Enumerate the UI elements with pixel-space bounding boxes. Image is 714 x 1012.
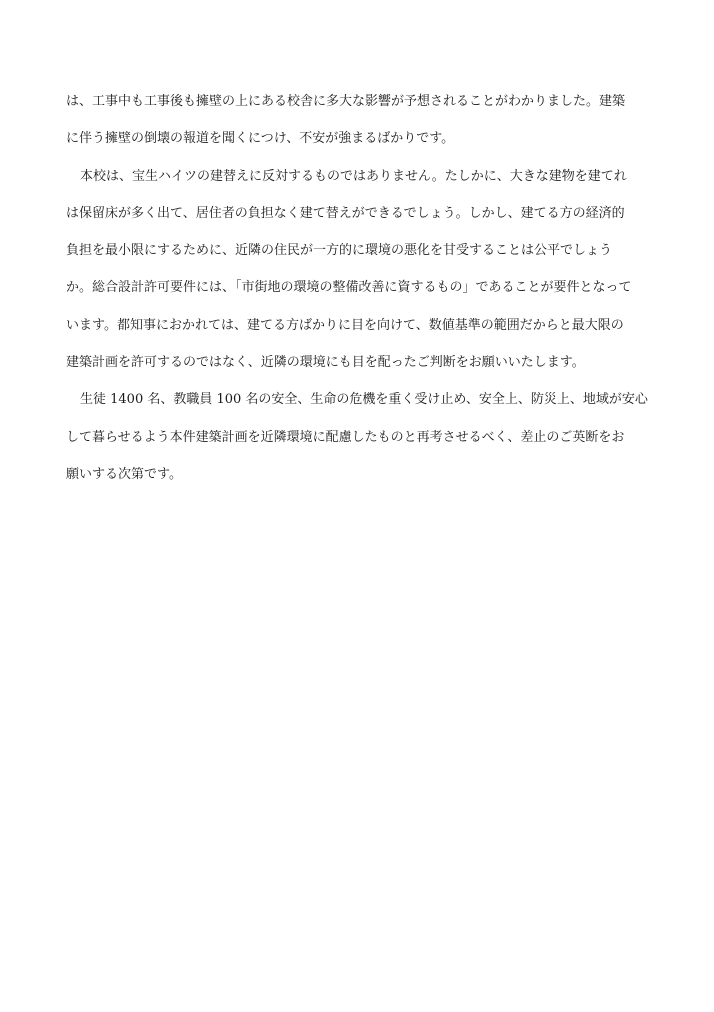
text-line: 願いする次第です。 [66,466,182,482]
text-line: は、工事中も工事後も擁壁の上にある校舎に多大な影響が予想されることがわかりました。建築 [66,94,626,109]
text-line: に伴う擁壁の倒壊の報道を聞くにつけ、不安が強まるばかりです。 [66,131,455,147]
text-line: か。総合設計許可要件には、「市街地の環境の整備改善に資するもの」であることが要件となって [66,280,632,296]
body-text [66,92,662,502]
text-line: 負担を最小限にするために、近隣の住民が一方的に環境の悪化を甘受することは公平でしょう [66,243,613,259]
text-line: 生徒 1400 名、教職員 100 名の安全、生命の危機を重く受け止め、安全上、防災上、地域が安心 [80,392,648,408]
text-line: して暮らせるよう本件建築計画を近隣環境に配慮したものと再考させるべく、差止のご英断をお [66,429,625,445]
text-line: います。都知事におかれては、建てる方ばかりに目を向けて、数値基準の範囲だからと最大限の [66,317,624,333]
text-line: 建築計画を許可するのではなく、近隣の環境にも目を配ったご判断をお願いいたします。 [66,355,585,371]
text-line: は保留床が多く出て、居住者の負担なく建て替えができるでしょう。しかし、建てる方の経済的 [66,205,625,221]
text-line: 本校は、宝生ハイツの建替えに反対するものではありません。たしかに、大きな建物を建てれ [80,168,627,184]
